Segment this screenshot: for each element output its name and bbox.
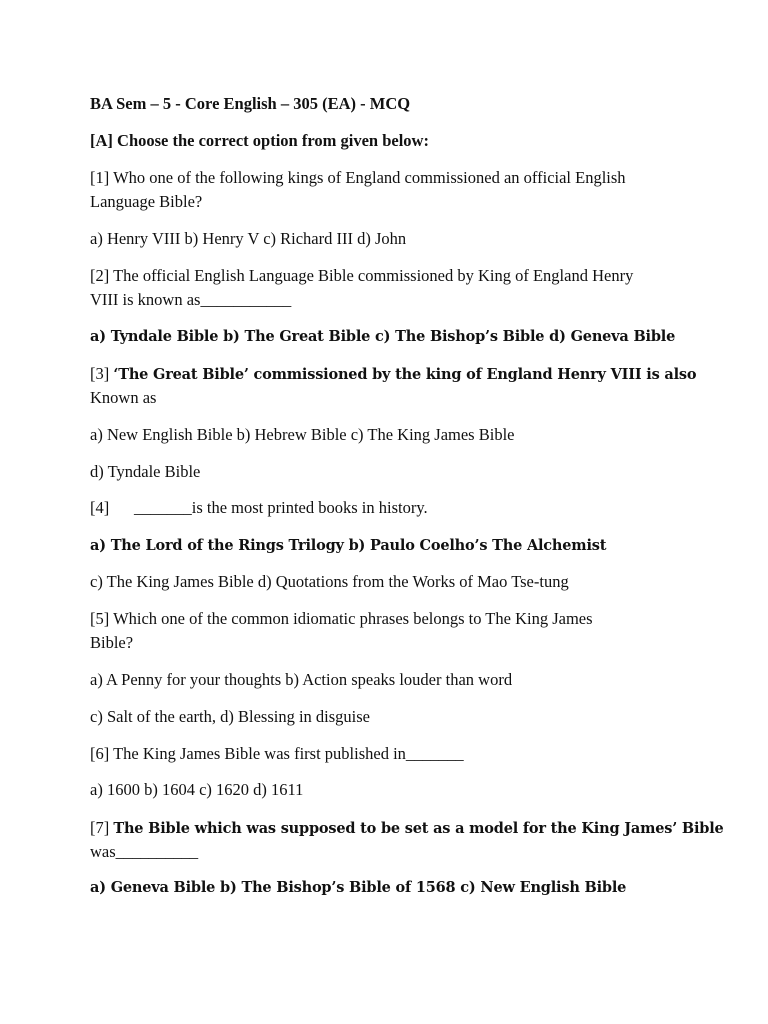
question-7-text: The Bible which was supposed to be set as a model for the King James’ Bible [113, 820, 724, 837]
question-3-line-1 [90, 362, 696, 387]
question-3-line-2: Known as [90, 388, 157, 407]
question-3-options-2: d) Tyndale Bible [90, 462, 201, 481]
section-heading: [A] Choose the correct option from given below: [90, 131, 429, 150]
question-3-options-1: a) New English Bible b) Hebrew Bible c) The King James Bible [90, 425, 515, 444]
question-2-options: a) Tyndale Bible b) The Great Bible c) The Bishop’s Bible d) Geneva Bible [90, 328, 676, 345]
question-4-options-2: c) The King James Bible d) Quotations from the Works of Mao Tse-tung [90, 572, 569, 591]
question-1-options: a) Henry VIII b) Henry V c) Richard III d) John [90, 229, 407, 248]
question-3-text: ‘The Great Bible’ commissioned by the king of England Henry VIII is also [113, 366, 697, 383]
question-7-line-2: was__________ [90, 842, 199, 861]
question-5-line-1: [5] Which one of the common idiomatic phrases belongs to The King James [90, 609, 593, 628]
question-2-line-2: VIII is known as___________ [90, 290, 292, 309]
question-7-line-1 [90, 816, 724, 841]
question-2-line-1: [2] The official English Language Bible commissioned by King of England Henry [90, 266, 634, 285]
document-title: BA Sem – 5 - Core English – 305 (EA) - MCQ [90, 94, 411, 113]
question-3-number: [3] [90, 364, 114, 383]
question-5-options-2: c) Salt of the earth, d) Blessing in disguise [90, 707, 370, 726]
question-1-line-1: [1] Who one of the following kings of England commissioned an official English [90, 168, 626, 187]
question-4-line-1: [4] _______is the most printed books in history. [90, 498, 428, 517]
question-7-number: [7] [90, 818, 114, 837]
question-6-line-1: [6] The King James Bible was first published in_______ [90, 744, 464, 763]
question-7-options: a) Geneva Bible b) The Bishop’s Bible of 1568 c) New English Bible [90, 879, 627, 896]
question-6-options: a) 1600 b) 1604 c) 1620 d) 1611 [90, 780, 304, 799]
question-5-line-2: Bible? [90, 633, 134, 652]
question-4-options-1: a) The Lord of the Rings Trilogy b) Paulo Coelho’s The Alchemist [90, 537, 607, 554]
question-1-line-2: Language Bible? [90, 192, 203, 211]
question-5-options-1: a) A Penny for your thoughts b) Action speaks louder than word [90, 670, 513, 689]
